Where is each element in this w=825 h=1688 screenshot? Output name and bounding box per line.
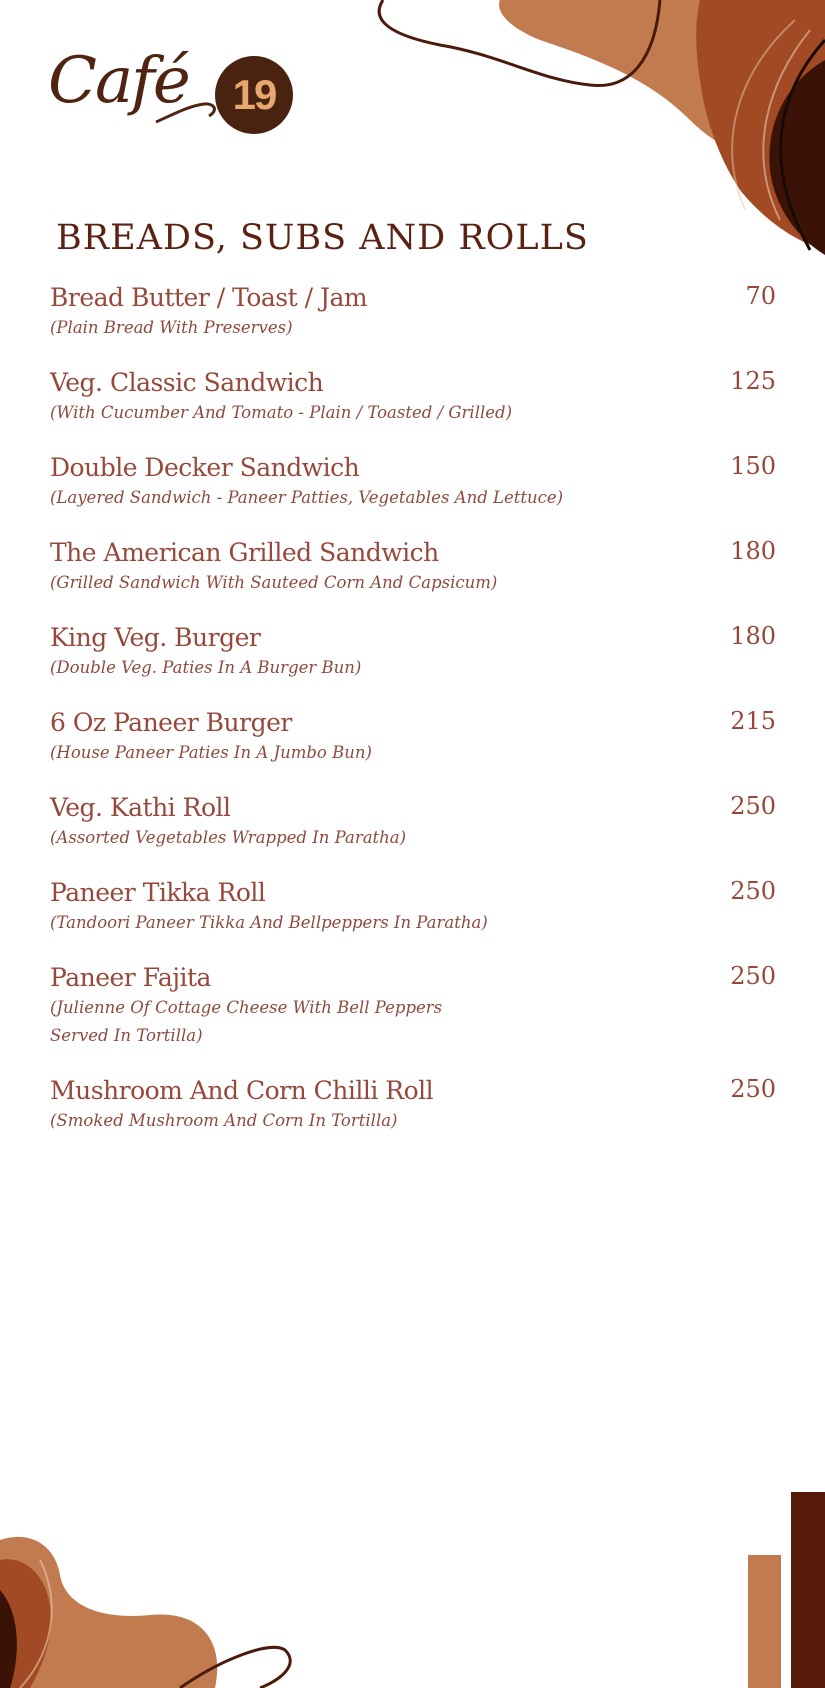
top-right-rust-shape xyxy=(696,0,825,250)
item-price: 180 xyxy=(730,622,776,650)
item-name: Paneer Tikka Roll xyxy=(50,878,266,907)
item-description: (With Cucumber And Tomato - Plain / Toasted / Grilled) xyxy=(50,403,513,422)
bottom-left-dark-leaf xyxy=(0,1590,17,1688)
menu-item xyxy=(50,282,780,367)
item-description: (Julienne Of Cottage Cheese With Bell Peppers Served In Tortilla) xyxy=(50,998,443,1045)
item-name: Mushroom And Corn Chilli Roll xyxy=(50,1076,434,1105)
item-name: Double Decker Sandwich xyxy=(50,453,360,482)
menu-list xyxy=(50,282,780,1160)
bottom-left-leaf-vein xyxy=(20,1560,52,1688)
logo-badge-number: 19 xyxy=(232,71,276,118)
item-name: Veg. Kathi Roll xyxy=(50,793,231,822)
item-description: (Tandoori Paneer Tikka And Bellpeppers In Paratha) xyxy=(50,913,488,932)
item-name: 6 Oz Paneer Burger xyxy=(50,708,292,737)
bottom-left-outline-curve xyxy=(180,1647,290,1688)
item-price: 250 xyxy=(730,877,776,905)
menu-item xyxy=(50,622,780,707)
item-description: (Layered Sandwich - Paneer Patties, Vegetables And Lettuce) xyxy=(50,488,564,507)
top-outline-curve xyxy=(379,0,660,86)
item-description: (Grilled Sandwich With Sauteed Corn And Capsicum) xyxy=(50,573,498,592)
item-description: (House Paneer Paties In A Jumbo Bun) xyxy=(50,743,372,762)
menu-item xyxy=(50,452,780,537)
item-price: 215 xyxy=(730,707,776,735)
bottom-left-rust-shape xyxy=(0,1559,51,1688)
bottom-right-terracotta-bar xyxy=(748,1555,781,1688)
top-right-leaf-vein-3 xyxy=(732,20,795,210)
menu-item xyxy=(50,537,780,622)
top-right-dark-leaf xyxy=(769,60,825,255)
item-name: Bread Butter / Toast / Jam xyxy=(50,283,368,312)
top-right-leaf-vein xyxy=(781,40,825,250)
top-right-leaf-vein-2 xyxy=(763,30,810,220)
item-description: (Plain Bread With Preserves) xyxy=(50,318,293,337)
top-right-terracotta-blob xyxy=(499,0,825,158)
item-name: The American Grilled Sandwich xyxy=(50,538,439,567)
item-name: Veg. Classic Sandwich xyxy=(50,368,324,397)
item-description: (Assorted Vegetables Wrapped In Paratha) xyxy=(50,828,407,847)
item-price: 250 xyxy=(730,792,776,820)
logo-badge xyxy=(215,56,293,134)
item-price: 180 xyxy=(730,537,776,565)
item-price: 70 xyxy=(745,282,776,310)
item-name: King Veg. Burger xyxy=(50,623,261,652)
item-price: 150 xyxy=(730,452,776,480)
logo-script-text: Café xyxy=(48,44,189,118)
menu-item xyxy=(50,367,780,452)
item-price: 250 xyxy=(730,962,776,990)
item-price: 250 xyxy=(730,1075,776,1103)
item-description: (Double Veg. Paties In A Burger Bun) xyxy=(50,658,362,677)
menu-item xyxy=(50,877,780,962)
cafe-logo xyxy=(44,44,304,164)
section-title: BREADS, SUBS AND ROLLS xyxy=(56,218,589,258)
item-price: 125 xyxy=(730,367,776,395)
item-name: Paneer Fajita xyxy=(50,963,211,992)
menu-item xyxy=(50,962,780,1075)
bottom-right-maroon-bar xyxy=(791,1492,825,1688)
menu-item xyxy=(50,792,780,877)
item-description: (Smoked Mushroom And Corn In Tortilla) xyxy=(50,1111,398,1130)
bottom-left-terracotta-blob xyxy=(0,1537,217,1688)
menu-item xyxy=(50,1075,780,1160)
menu-item xyxy=(50,707,780,792)
